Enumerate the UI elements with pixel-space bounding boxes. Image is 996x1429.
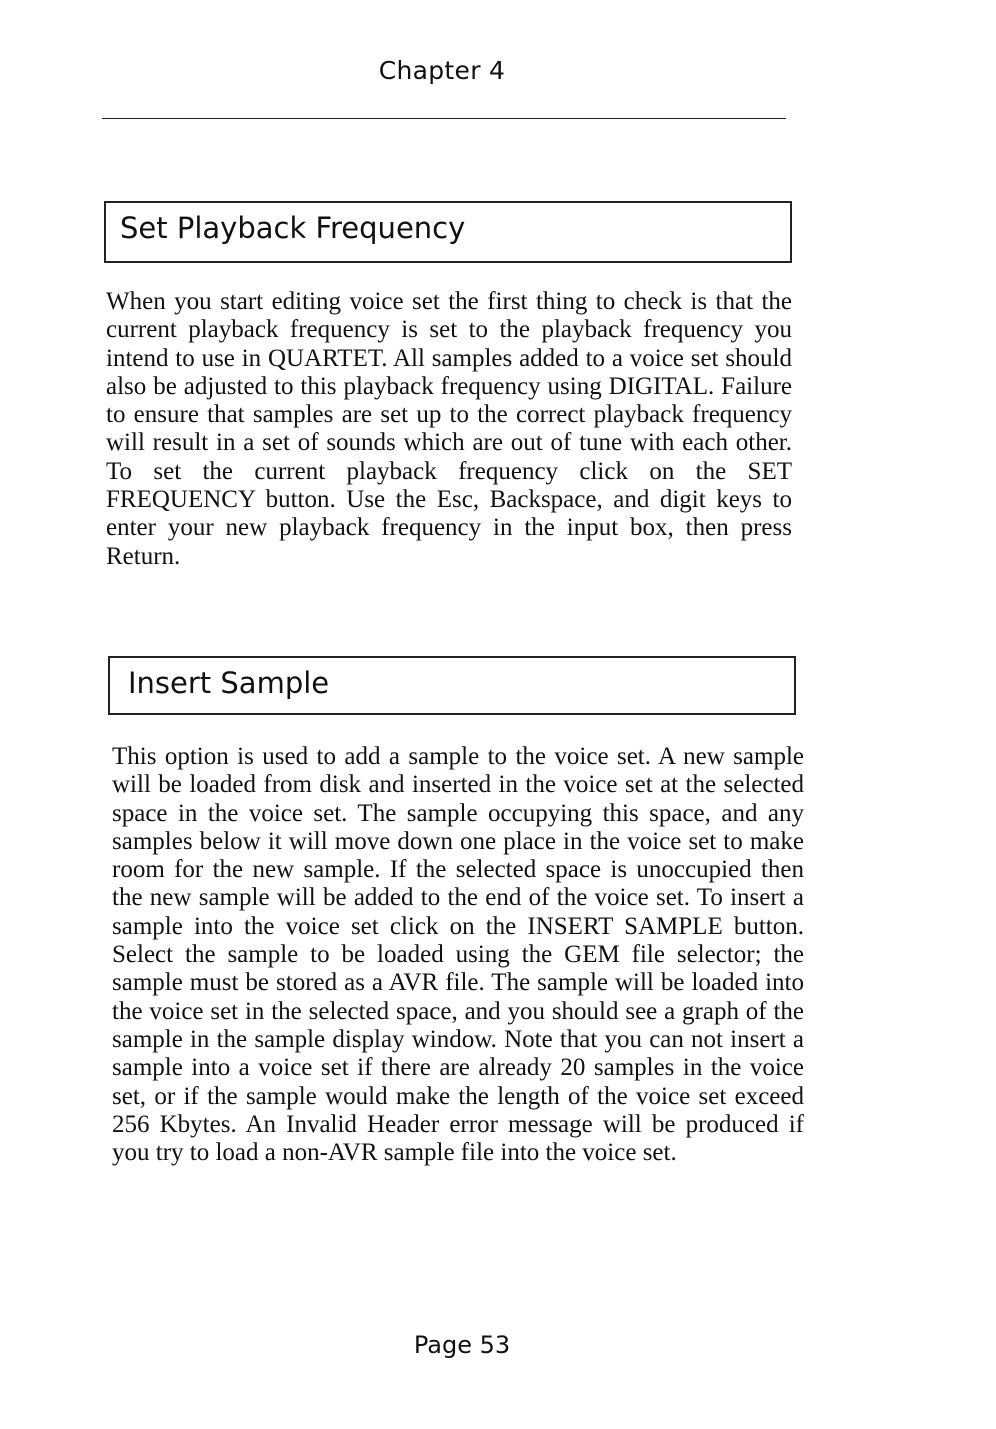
- page-number: Page 53: [413, 1331, 511, 1359]
- section-heading-set-playback-frequency: Set Playback Frequency: [104, 201, 792, 263]
- chapter-header: Chapter 4: [378, 56, 506, 85]
- section-heading-insert-sample: Insert Sample: [108, 656, 796, 715]
- section-body-set-playback-frequency: When you start editing voice set the first thing to check is that the current playback frequency is set to the playback frequency you intend to use in QUARTET. All samples added to a voice set should also be adjusted to this playback frequency using DIGITAL. Failure to ensure that samples are set up to the correct playback frequency will result in a set of sounds which are out of tune with each other. To set the current playback frequency click on the SET FREQUENCY button. Use the Esc, Backspace, and digit keys to enter your new playback frequency in the input box, then press Return.: [106, 288, 792, 570]
- section-body-insert-sample: This option is used to add a sample to the voice set. A new sample will be loaded from disk and inserted in the voice set at the selected space in the voice set. The sample occupying this space, and any samples below it will move down one place in the voice set to make room for the new sample. If the selected space is unoccupied then the new sample will be added to the end of the voice set. To insert a sample into the voice set click on the INSERT SAMPLE button. Select the sample to be loaded using the GEM file selector; the sample must be stored as a AVR file. The sample will be loaded into the voice set in the selected space, and you should see a graph of the sample in the sample display window. Note that you can not insert a sample into a voice set if there are already 20 samples in the voice set, or if the sample would make the length of the voice set exceed 256 Kbytes. An Invalid Header error message will be produced if you try to load a non-AVR sample file into the voice set.: [112, 743, 804, 1167]
- header-divider: [102, 118, 786, 119]
